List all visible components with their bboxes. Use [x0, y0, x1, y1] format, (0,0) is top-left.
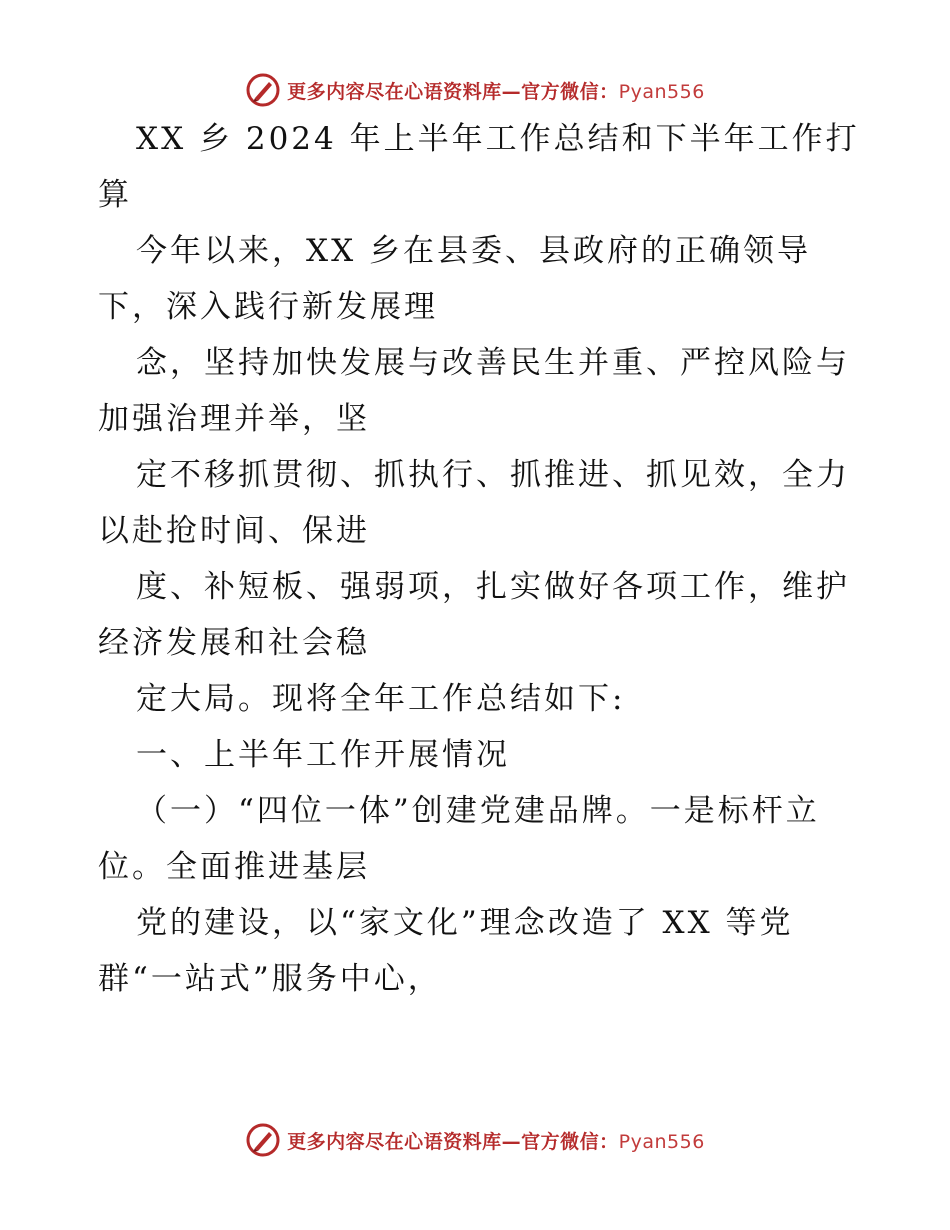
doc-line: 下，深入践行新发展理 [98, 289, 438, 325]
doc-line: 加强治理并举，坚 [98, 401, 370, 437]
doc-line: 度、补短板、强弱项，扎实做好各项工作，维护 [136, 569, 850, 605]
header-watermark [0, 68, 950, 112]
footer-watermark [0, 1118, 950, 1162]
doc-line: 定不移抓贯彻、抓执行、抓推进、抓见效，全力 [136, 457, 850, 493]
watermark-text: 更多内容尽在心语资料库—官方微信：Pyan556 [287, 80, 705, 103]
doc-line: 以赴抢时间、保进 [98, 513, 370, 549]
doc-line: （一）“四位一体”创建党建品牌。一是标杆立 [136, 793, 820, 829]
pen-logo-icon [245, 72, 281, 108]
wechat-id: Pyan556 [618, 1130, 705, 1153]
wechat-id: Pyan556 [618, 80, 705, 103]
doc-line: 定大局。现将全年工作总结如下: [136, 681, 626, 717]
doc-line: 念，坚持加快发展与改善民生并重、严控风险与 [136, 345, 850, 381]
doc-line: XX 乡 2024 年上半年工作总结和下半年工作打 [136, 121, 860, 157]
watermark-text: 更多内容尽在心语资料库—官方微信：Pyan556 [287, 1130, 705, 1153]
doc-line: 算 [98, 177, 132, 213]
doc-line: 群“一站式”服务中心， [98, 961, 442, 997]
doc-line: 位。全面推进基层 [98, 849, 370, 885]
doc-line: 今年以来，XX 乡在县委、县政府的正确领导 [136, 233, 811, 269]
section-heading: 一、上半年工作开展情况 [136, 737, 510, 773]
pen-logo-icon [245, 1122, 281, 1158]
document-body [98, 122, 858, 1018]
doc-line: 经济发展和社会稳 [98, 625, 370, 661]
doc-line: 党的建设，以“家文化”理念改造了 XX 等党 [136, 905, 794, 941]
